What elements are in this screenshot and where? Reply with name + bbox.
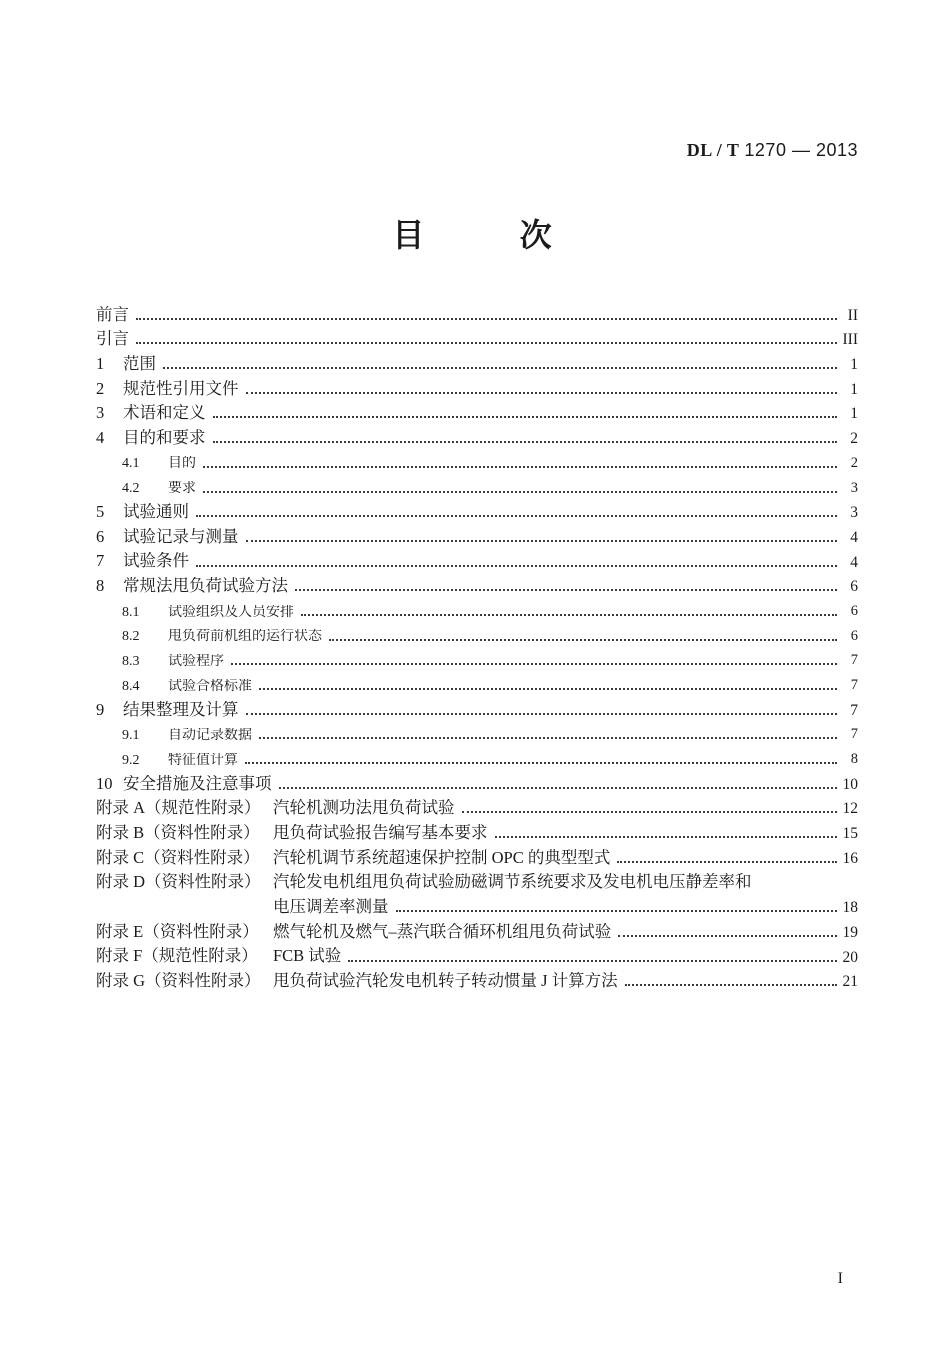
toc-entry [96, 595, 858, 620]
dot-leader [348, 960, 837, 962]
toc-entry-label: 试验条件 [123, 552, 189, 571]
toc-entry-number: 8.1 [122, 604, 140, 620]
toc-entry-number: 附录 G（资料性附录） [96, 971, 261, 991]
toc-entry-number: 9 [96, 699, 105, 719]
toc-entry [96, 571, 858, 596]
toc-entry [96, 447, 858, 472]
toc-entry [96, 521, 858, 546]
toc-entry-page: 18 [842, 899, 858, 917]
toc-entry [96, 422, 858, 447]
toc-entry-page: 7 [850, 677, 858, 694]
doc-number-code: DL / T [686, 140, 740, 160]
toc-entry-page: 1 [850, 356, 858, 374]
toc-entry-number: 8.3 [122, 653, 140, 669]
toc-entry [96, 817, 858, 842]
dot-leader [329, 639, 837, 641]
dot-leader [136, 318, 837, 320]
toc-entry-label: 试验组织及人员安排 [168, 604, 294, 620]
dot-leader [196, 515, 837, 517]
dot-leader [396, 910, 838, 912]
toc-entry-page: 2 [850, 454, 858, 471]
toc-entry-continuation [96, 892, 858, 917]
toc-entry-number: 10 [96, 773, 113, 793]
dot-leader [136, 342, 837, 344]
toc-entry-number: 4.2 [122, 481, 140, 497]
dot-leader [295, 589, 837, 591]
toc-entry-number: 附录 D（资料性附录） [96, 872, 261, 892]
toc-entry-number: 8.2 [122, 629, 140, 645]
toc-entry [96, 669, 858, 694]
toc-entry-number: 附录 C（资料性附录） [96, 847, 260, 867]
dot-leader [625, 984, 837, 986]
dot-leader [462, 811, 838, 813]
dot-leader [301, 614, 837, 616]
toc-entry-page: 7 [850, 652, 858, 669]
dot-leader [259, 688, 837, 690]
toc-entry-label: 范围 [123, 354, 156, 373]
toc-entry-number: 附录 B（资料性附录） [96, 822, 260, 842]
toc-entry-label: 燃气轮机及燃气–蒸汽联合循环机组甩负荷试验 [273, 922, 612, 941]
toc-entry-label: 常规法甩负荷试验方法 [123, 577, 288, 596]
toc-entry [96, 694, 858, 719]
toc-entry [96, 842, 858, 867]
toc-entry-page: 7 [850, 726, 858, 743]
toc-entry-number: 5 [96, 502, 105, 522]
toc-entry-page: 6 [850, 603, 858, 619]
table-of-contents [96, 299, 858, 990]
toc-entry [96, 916, 858, 941]
toc-entry-page: 3 [850, 504, 858, 522]
toc-entry-label: 甩负荷试验汽轮发电机转子转动惯量 J 计算方法 [273, 972, 618, 991]
dot-leader [163, 367, 837, 369]
toc-entry-label: 目的 [168, 456, 196, 472]
toc-entry-page: 10 [842, 775, 858, 793]
dot-leader [246, 713, 838, 715]
toc-entry [96, 398, 858, 423]
toc-entry-page: 4 [850, 553, 858, 571]
toc-entry-number: 4 [96, 427, 105, 447]
toc-entry-label: 甩负荷试验报告编写基本要求 [273, 823, 488, 842]
toc-entry [96, 620, 858, 645]
dot-leader [259, 737, 837, 739]
toc-entry-label: 甩负荷前机组的运行状态 [168, 629, 322, 645]
toc-entry-label: 结果整理及计算 [123, 700, 239, 719]
toc-entry [96, 324, 858, 349]
toc-entry-page: 1 [850, 405, 858, 423]
toc-entry [96, 867, 858, 892]
toc-entry-label: 引言 [96, 330, 129, 349]
toc-entry-page: 19 [842, 923, 858, 941]
toc-entry-label: 汽轮机测功法甩负荷试验 [273, 799, 455, 818]
toc-entry-number: 7 [96, 551, 105, 571]
toc-entry [96, 373, 858, 398]
footer-page-number: I [837, 1270, 843, 1287]
toc-entry-number: 9.2 [122, 752, 140, 768]
dot-leader [213, 441, 838, 443]
dot-leader [246, 392, 838, 394]
dot-leader [245, 762, 837, 764]
dot-leader [203, 466, 837, 468]
toc-entry-label: 电压调差率测量 [273, 898, 389, 917]
toc-entry-page: 21 [842, 973, 858, 991]
toc-entry-number: 附录 A（规范性附录） [96, 798, 261, 818]
dot-leader [246, 540, 838, 542]
toc-entry-number: 1 [96, 353, 105, 373]
toc-entry-page: 16 [842, 849, 858, 867]
toc-entry-label: 规范性引用文件 [123, 379, 239, 398]
toc-entry-page: 7 [850, 701, 858, 719]
doc-number [687, 140, 858, 161]
toc-entry [96, 645, 858, 670]
dot-leader [231, 663, 837, 665]
toc-entry [96, 546, 858, 571]
toc-entry-number: 8.4 [122, 678, 140, 694]
toc-entry-label: 试验合格标准 [168, 678, 252, 694]
toc-entry-label: 特征值计算 [168, 752, 238, 768]
toc-entry-page: 12 [842, 800, 858, 818]
toc-entry-label: 自动记录数据 [168, 727, 252, 743]
toc-entry [96, 299, 858, 324]
dot-leader [279, 787, 838, 789]
toc-entry-page: 15 [842, 825, 858, 843]
toc-entry-page: III [842, 331, 858, 349]
toc-entry-label: 安全措施及注意事项 [123, 774, 272, 793]
toc-entry-label: FCB 试验 [273, 947, 342, 966]
toc-entry [96, 472, 858, 497]
toc-entry-label: 术语和定义 [123, 404, 206, 423]
toc-entry [96, 941, 858, 966]
toc-entry-page: 1 [850, 380, 858, 398]
toc-entry [96, 768, 858, 793]
toc-entry [96, 793, 858, 818]
toc-entry-label: 汽轮发电机组甩负荷试验励磁调节系统要求及发电机电压静差率和 [273, 873, 752, 892]
dot-leader [203, 491, 837, 493]
dot-leader [495, 836, 838, 838]
toc-entry-page: 20 [842, 948, 858, 966]
page-title: 目 次 [392, 217, 558, 253]
toc-entry-label: 要求 [168, 481, 196, 497]
toc-entry-number: 9.1 [122, 727, 140, 743]
toc-entry-label: 试验程序 [168, 653, 224, 669]
toc-entry [96, 743, 858, 768]
toc-entry [96, 966, 858, 991]
toc-entry-number: 3 [96, 403, 105, 423]
toc-entry-number: 6 [96, 526, 105, 546]
toc-entry-label: 目的和要求 [123, 428, 206, 447]
toc-entry-number: 附录 E（资料性附录） [96, 921, 259, 941]
toc-entry-label: 前言 [96, 305, 129, 324]
toc-entry-number: 附录 F（规范性附录） [96, 946, 258, 966]
toc-entry-page: 2 [850, 430, 858, 448]
toc-entry-number: 8 [96, 576, 105, 596]
toc-entry-page: 6 [850, 578, 858, 596]
dot-leader [618, 935, 837, 937]
toc-entry [96, 497, 858, 522]
toc-entry-page: II [847, 306, 858, 324]
toc-entry [96, 348, 858, 373]
dot-leader [196, 565, 837, 567]
toc-entry-page: 6 [850, 627, 858, 644]
toc-entry-page: 4 [850, 528, 858, 546]
toc-entry-page: 3 [850, 479, 858, 496]
toc-entry-label: 试验记录与测量 [123, 527, 239, 546]
toc-entry-number: 4.1 [122, 456, 140, 472]
toc-entry-number: 2 [96, 378, 105, 398]
toc-entry-page: 8 [850, 751, 858, 768]
doc-number-year: 1270 — 2013 [744, 140, 858, 160]
dot-leader [617, 861, 837, 863]
dot-leader [213, 416, 838, 418]
toc-entry-label: 汽轮机调节系统超速保护控制 OPC 的典型型式 [273, 848, 611, 867]
toc-entry [96, 719, 858, 744]
toc-entry-label: 试验通则 [123, 503, 189, 522]
